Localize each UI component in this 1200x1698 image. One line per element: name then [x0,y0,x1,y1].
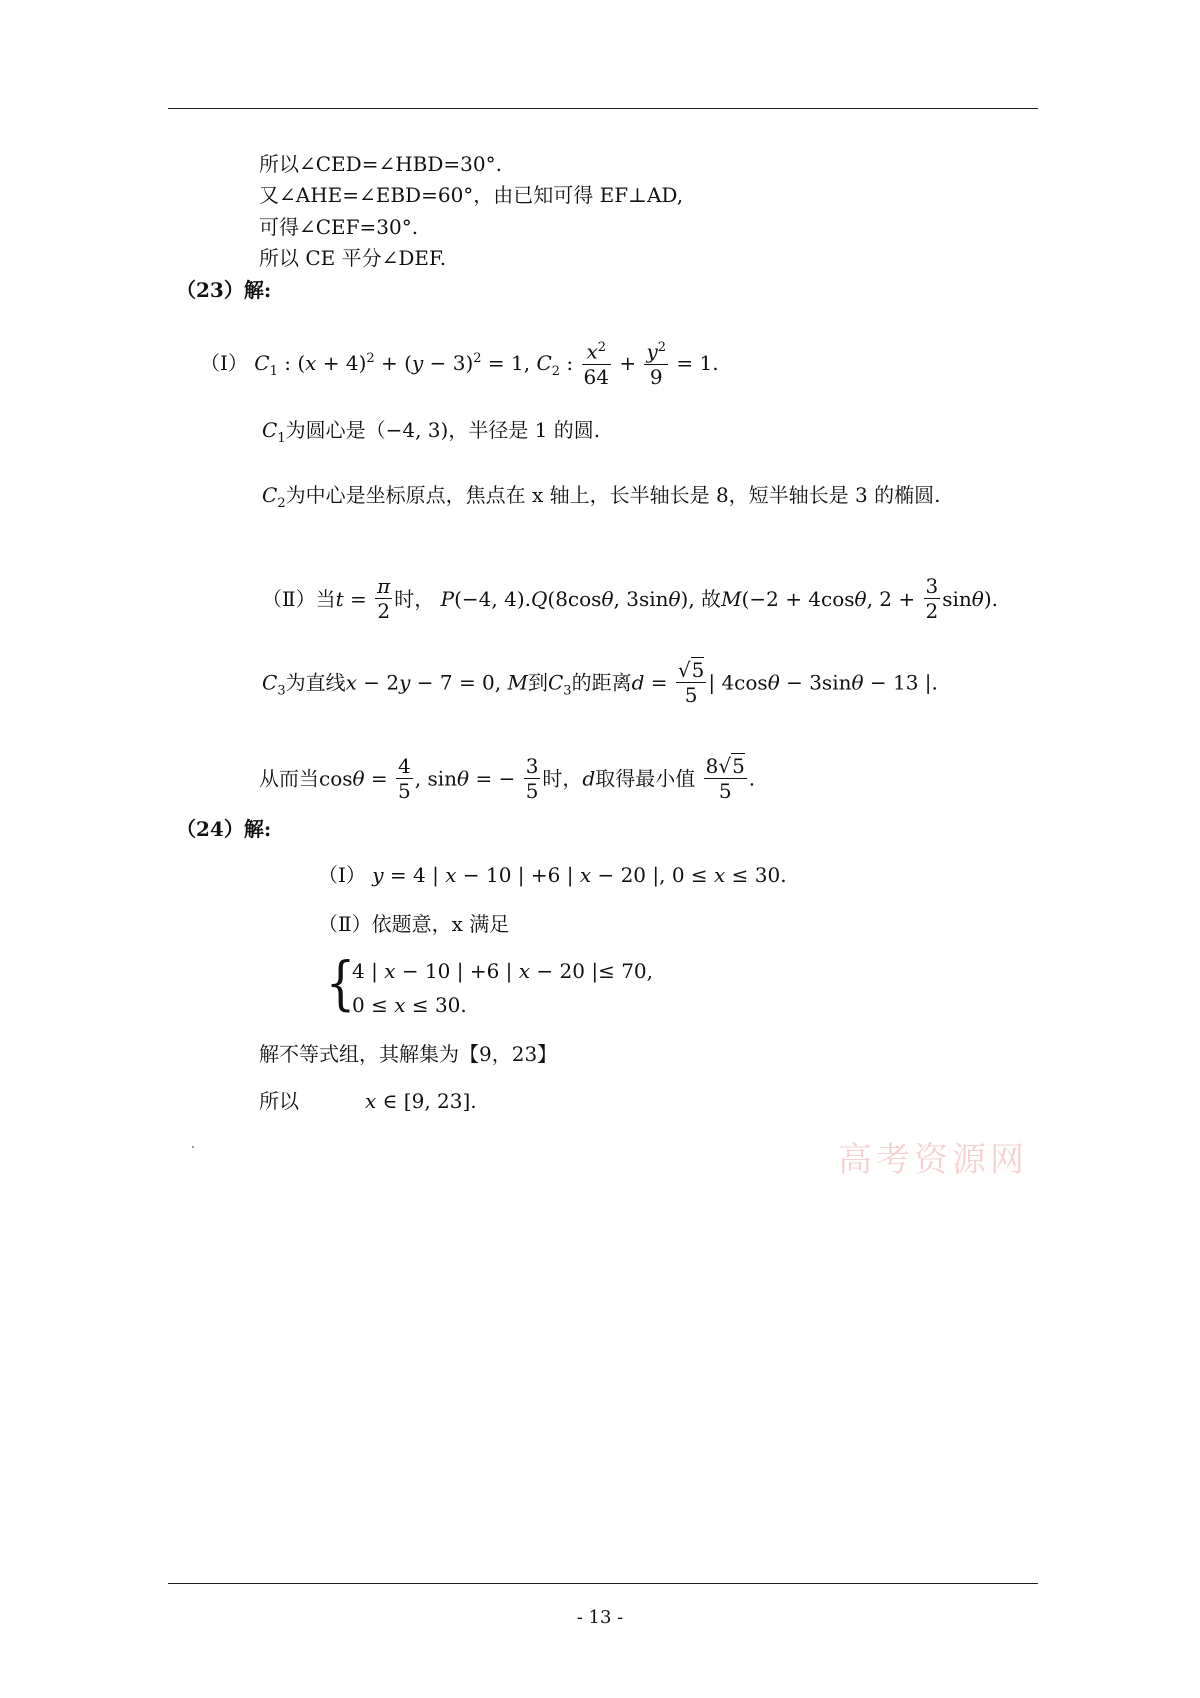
header-rule [168,108,1038,109]
text-line: 可得∠CEF=30°. [259,215,419,239]
q23-part1-equation: （Ⅰ） $C_1$ : $(x + 4)^2 + (y - 3)^2 = 1$, $C_2$ : $\frac{x^2}{64}$ + $\frac{y^2}{9}$ = 1. [200,338,719,391]
q24-answer: 所以 x ∈ [9, 23]. [259,1089,477,1113]
footer-rule [168,1583,1038,1584]
q23-c3-line: $C_3$为直线x − 2y − 7 = 0, M到$C_3$的距离d = $\frac{√5}{5}$ | 4cosθ − 3sinθ − 13 |. [262,658,938,707]
left-brace: { [325,949,356,1017]
speck [192,1146,194,1148]
q23-c2-desc: $C_2$为中心是坐标原点，焦点在 x 轴上，长半轴长是 8，短半轴长是 3 的椭圆. [262,483,941,511]
q24-part1: （Ⅰ） y = 4 | x − 10 | +6 | x − 20 |, 0 ≤ x ≤ 30. [318,863,787,887]
fraction: $\frac{4}{5}$ [398,753,411,803]
fraction: $\frac{y^2}{9}$ [644,336,668,389]
q23-c1-desc: $C_1$为圆心是（−4, 3)，半径是 1 的圆. [262,418,601,446]
q24-part2: （Ⅱ）依题意，x 满足 [318,912,510,936]
inequality-row: 4 | x − 10 | +6 | x − 20 |≤ 70, [352,959,654,983]
fraction: $\frac{3}{5}$ [525,753,539,803]
fraction: $\frac{\pi}{2}$ [377,574,391,623]
fraction: $\frac{3}{2}$ [925,574,939,623]
part-label: （Ⅰ） [200,350,248,375]
watermark: 高考资源网 [838,1140,1028,1180]
text-line: 所以∠CED=∠HBD=30°. [259,152,502,176]
q23-part2: （Ⅱ）当t = $\frac{\pi}{2}$ 时， P(−4, 4).Q(8cosθ, 3sinθ), 故M(−2 + 4cosθ, 2 + $\frac{3}{2}$ sinθ). [262,574,999,623]
text-line: 又∠AHE=∠EBD=60°，由已知可得 EF⊥AD, [259,183,684,207]
fraction: $\frac{x^2}{64}$ [582,336,611,389]
fraction: $\frac{8√5}{5}$ [705,754,745,803]
q24-solve: 解不等式组，其解集为【9，23】 [259,1042,558,1066]
q23-conclusion: 从而当cosθ = $\frac{4}{5}$ , sinθ = − $\frac{3}{5}$ 时，d取得最小值 $\frac{8√5}{5}$ . [259,753,756,803]
fraction: $\frac{√5}{5}$ [677,658,705,707]
inequality-system [322,949,654,1020]
inequality-row: 0 ≤ x ≤ 30. [352,993,467,1017]
page-number: - 13 - [576,1607,624,1628]
q24-heading: （24）解: [176,817,272,841]
text-line: 所以 CE 平分∠DEF. [259,246,447,270]
q23-heading: （23）解: [176,278,272,302]
